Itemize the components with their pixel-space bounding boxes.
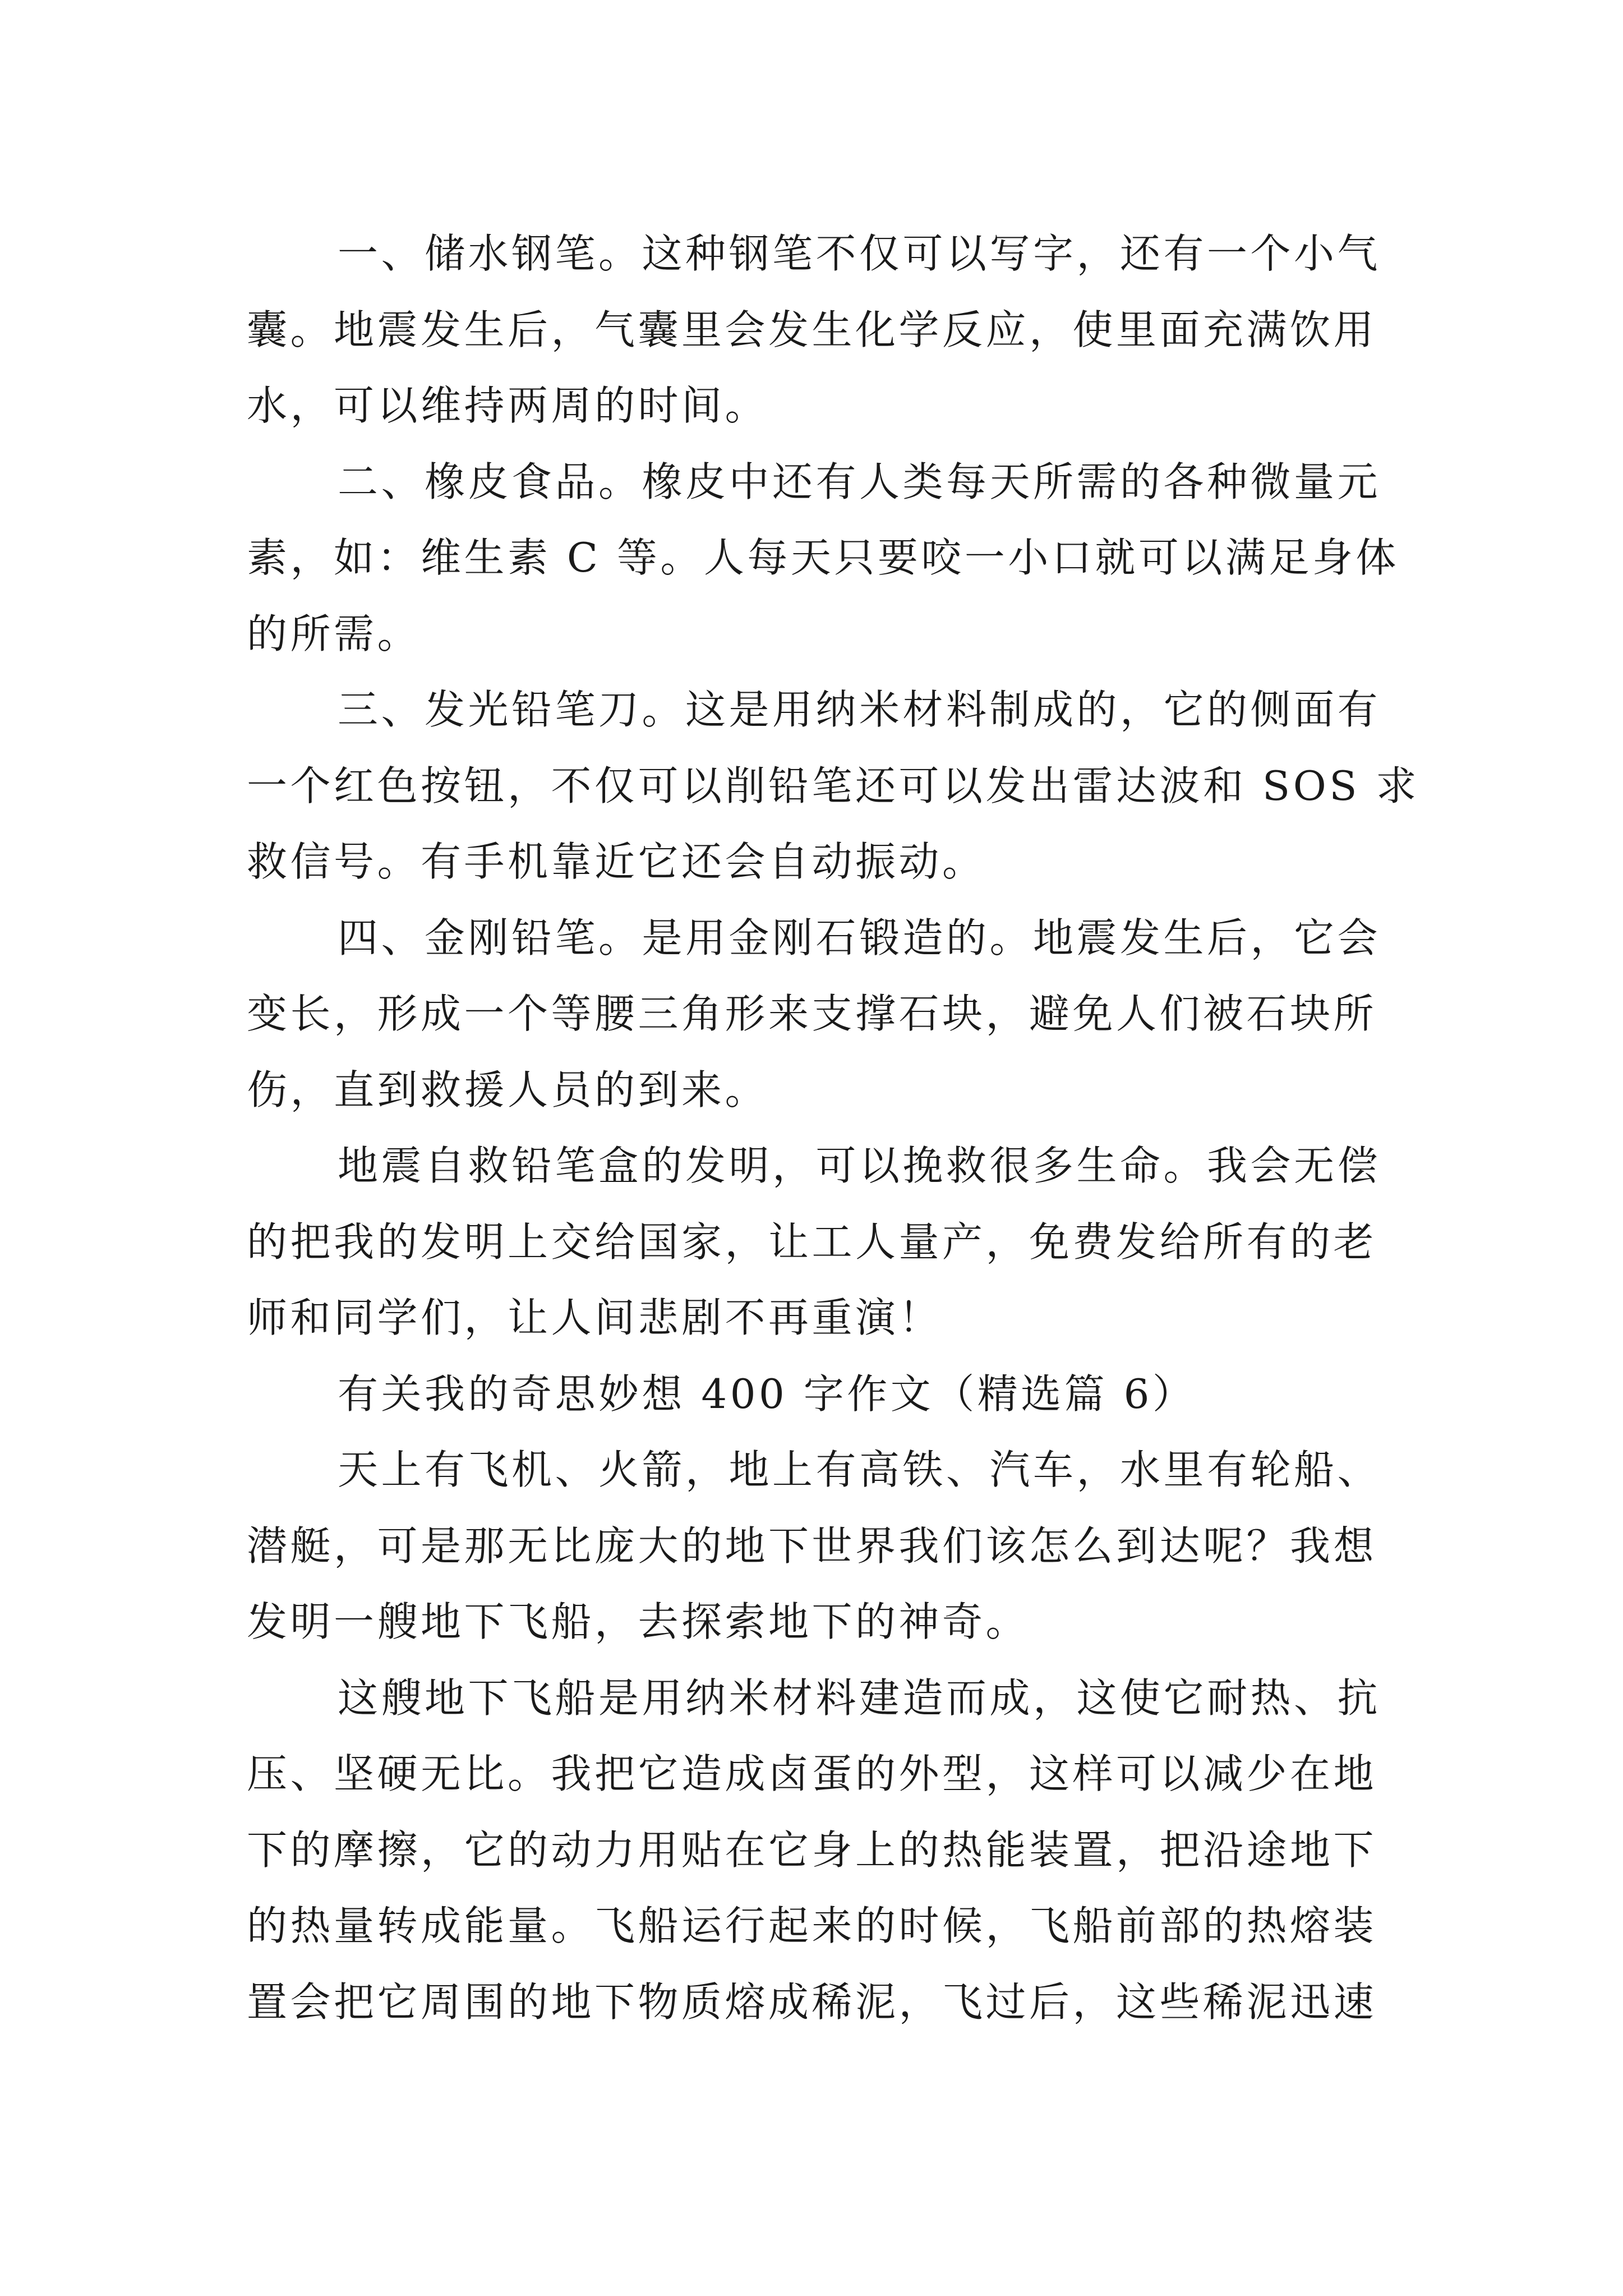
text-line: 发明一艘地下飞船，去探索地下的神奇。 [247,1598,1030,1645]
text-line: 下的摩擦，它的动力用贴在它身上的热能装置，把沿途地下 [247,1826,1377,1874]
text-line: 素，如：维生素 C 等。人每天只要咬一小口就可以满足身体 [247,534,1399,581]
text-line: 这艘地下飞船是用纳米材料建造而成，这使它耐热、抗 [338,1674,1381,1722]
text-line: 压、坚硬无比。我把它造成卤蛋的外型，这样可以减少在地 [247,1750,1377,1797]
text-line: 潜艇，可是那无比庞大的地下世界我们该怎么到达呢？我想 [247,1522,1377,1570]
text-line: 伤，直到救援人员的到来。 [247,1066,769,1114]
text-line: 囊。地震发生后，气囊里会发生化学反应，使里面充满饮用 [247,306,1377,353]
text-line: 天上有飞机、火箭，地上有高铁、汽车，水里有轮船、 [338,1446,1381,1493]
section-heading: 有关我的奇思妙想 400 字作文（精选篇 6） [338,1370,1196,1418]
text-line: 师和同学们，让人间悲剧不再重演！ [247,1294,943,1341]
text-line: 的把我的发明上交给国家，让工人量产，免费发给所有的老 [247,1218,1377,1266]
text-line: 置会把它周围的地下物质熔成稀泥，飞过后，这些稀泥迅速 [247,1978,1377,2026]
text-line: 救信号。有手机靠近它还会自动振动。 [247,838,986,885]
text-line: 地震自救铅笔盒的发明，可以挽救很多生命。我会无偿 [338,1142,1381,1189]
text-line: 的所需。 [247,610,421,657]
text-line: 四、金刚铅笔。是用金刚石锻造的。地震发生后，它会 [338,914,1381,961]
text-line: 一、储水钢笔。这种钢笔不仅可以写字，还有一个小气 [338,230,1381,277]
document-body [247,216,1419,2040]
text-line: 的热量转成能量。飞船运行起来的时候，飞船前部的热熔装 [247,1902,1377,1949]
text-line: 三、发光铅笔刀。这是用纳米材料制成的，它的侧面有 [338,686,1381,733]
text-line: 变长，形成一个等腰三角形来支撑石块，避免人们被石块所 [247,990,1377,1037]
text-line: 水，可以维持两周的时间。 [247,382,769,429]
text-line: 二、橡皮食品。橡皮中还有人类每天所需的各种微量元 [338,458,1381,505]
text-line: 一个红色按钮，不仅可以削铅笔还可以发出雷达波和 SOS 求 [247,762,1419,809]
